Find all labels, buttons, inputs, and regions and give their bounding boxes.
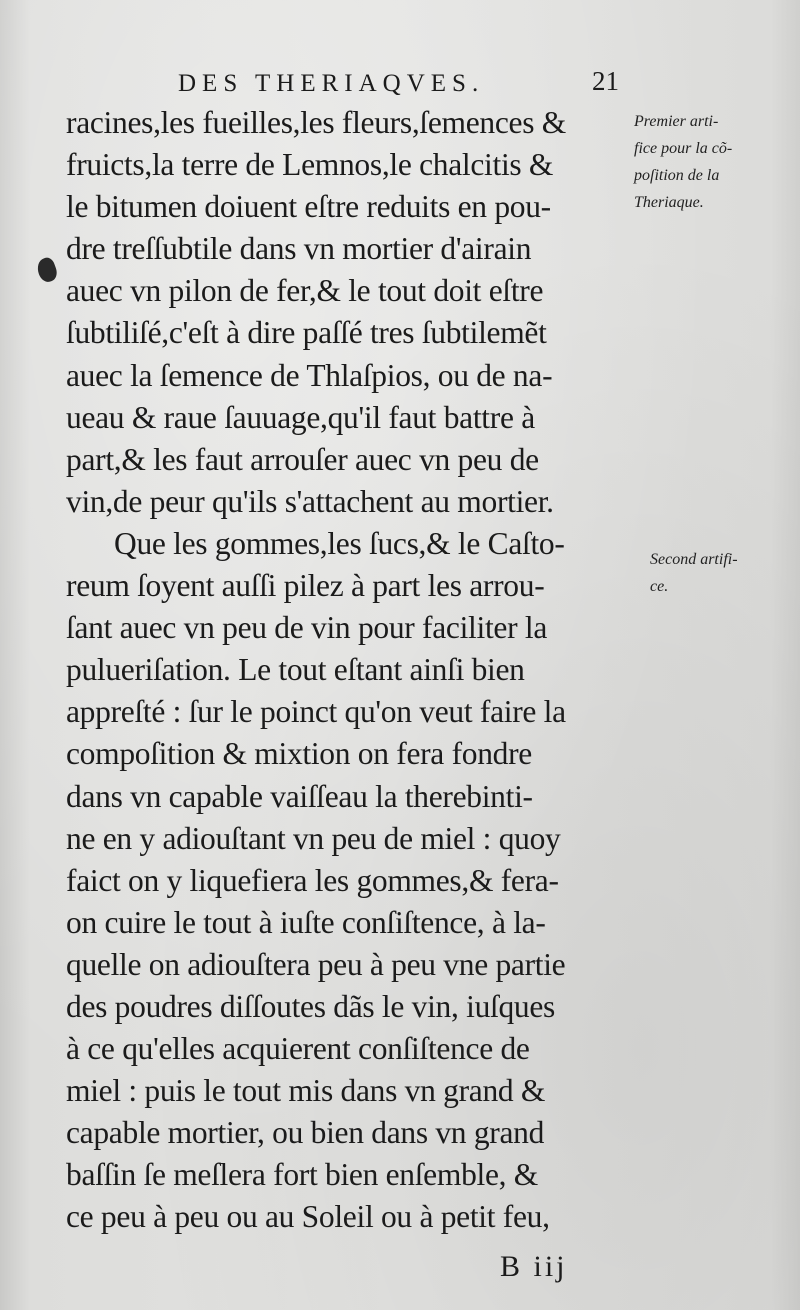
margin-note-line: Theriaque. (634, 194, 704, 211)
margin-note-line: ce. (650, 578, 669, 595)
text-line: part,& les faut arrouſer auec vn peu de (66, 441, 539, 477)
text-line-paragraph-start: Que les gommes,les ſucs,& le Caſto- (114, 525, 565, 561)
text-line: auec vn pilon de fer,& le tout doit eſtre (66, 273, 544, 309)
text-line: appreſté : ſur le poinct qu'on veut faire la (66, 694, 566, 730)
text-line: baſſin ſe meſlera fort bien enſemble, & (66, 1157, 538, 1193)
text-line: fruicts,la terre de Lemnos,le chalcitis & (66, 147, 554, 183)
margin-note-line: Second artifi- (650, 551, 738, 568)
text-line: le bitumen doiuent eſtre reduits en pou- (66, 189, 551, 225)
text-line: quelle on adiouſtera peu à peu vne partie (66, 946, 566, 982)
text-line: ne en y adiouſtant vn peu de miel : quoy (66, 820, 561, 856)
text-line: dans vn capable vaiſſeau la therebinti- (66, 778, 533, 814)
text-line: dre treſſubtile dans vn mortier d'airain (66, 231, 532, 267)
ink-blot-mark (34, 256, 59, 285)
text-line: vin,de peur qu'ils s'attachent au mortier. (66, 483, 554, 519)
body-text (66, 102, 626, 1239)
text-line: reum ſoyent auſſi pilez à part les arrou- (66, 568, 545, 604)
text-line: ſubtiliſé,c'eſt à dire paſſé tres ſubtilemẽt (66, 315, 547, 351)
text-line: ce peu à peu ou au Soleil ou à petit feu, (66, 1199, 550, 1235)
text-line: à ce qu'elles acquierent conſiſtence de (66, 1031, 530, 1067)
text-line: ſant auec vn peu de vin pour faciliter la (66, 610, 547, 646)
margin-note-line: poſition de la (634, 167, 720, 184)
margin-note-line: Premier arti- (634, 113, 719, 130)
text-line: miel : puis le tout mis dans vn grand & (66, 1073, 546, 1109)
margin-note-second (650, 546, 738, 600)
text-line: capable mortier, ou bien dans vn grand (66, 1115, 545, 1151)
signature-mark: B iij (500, 1250, 568, 1283)
text-line: racines,les fueilles,les fleurs,ſemences & (66, 105, 566, 140)
text-line: pulueriſation. Le tout eſtant ainſi bien (66, 652, 525, 688)
text-line: ueau & raue ſauuage,qu'il faut battre à (66, 399, 535, 435)
text-line: faict on y liquefiera les gommes,& fera- (66, 862, 559, 898)
page-number: 21 (592, 66, 619, 96)
margin-note-first (634, 108, 732, 216)
text-line: auec la ſemence de Thlaſpios, ou de na- (66, 357, 553, 393)
running-title: DES THERIAQVES. (178, 70, 485, 97)
text-line: des poudres diſſoutes dãs le vin, iuſques (66, 988, 556, 1024)
margin-note-line: fice pour la cõ- (634, 140, 733, 157)
text-line: on cuire le tout à iuſte conſiſtence, à la- (66, 904, 546, 940)
text-line: compoſition & mixtion on fera fondre (66, 736, 532, 772)
